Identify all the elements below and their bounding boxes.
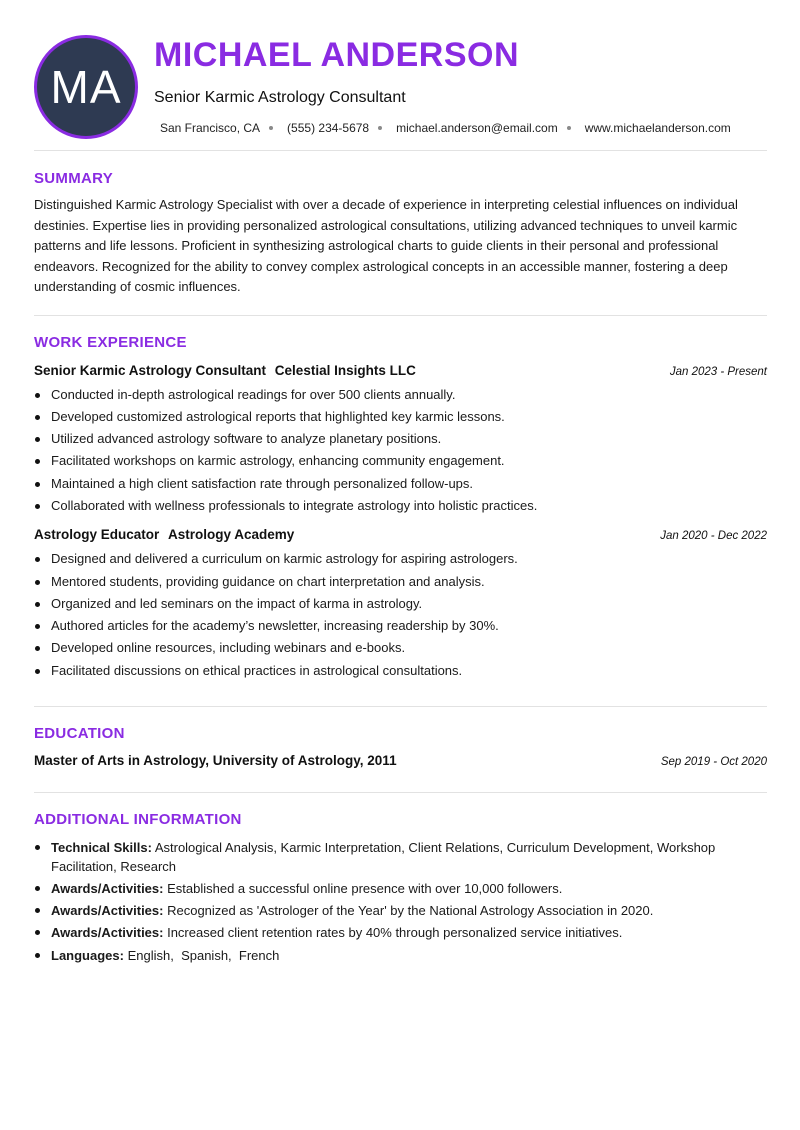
job-title [34,527,294,542]
info-text: Increased client retention rates by 40% through personalized service initiatives. [167,925,623,941]
list-item: Mentored students, providing guidance on chart interpretation and analysis. [51,571,767,593]
contact-location: San Francisco, CA [160,121,261,135]
info-text: Astrological Analysis, Karmic Interpretation, Client Relations, Curriculum Development, Workshop Facilitation, Research [51,840,716,875]
summary-section [34,151,767,315]
list-item: Facilitated workshops on karmic astrology, enhancing community engagement. [51,450,767,472]
summary-text: Distinguished Karmic Astrology Specialist with over a decade of experience in interpreting celestial influences on individual destinies. Expertise lies in providing personalized astrological consultations, utilizing advanced techniques to unveil karmic patterns and life lessons. Proficient in synthesizing astrological charts to guide clients in their personal and professional endeavors. Recognized for the ability to convey complex astrological concepts in an accessible manner, fostering a deep understanding of cosmic influences. [34,197,738,294]
contact-phone: (555) 234-5678 [287,121,370,135]
list-item [51,923,767,942]
info-text: Recognized as 'Astrologer of the Year' by the National Astrology Association in 2020. [167,903,654,919]
experience-heading: WORK EXPERIENCE [34,333,187,351]
list-item: Collaborated with wellness professionals to integrate astrology into holistic practices. [51,495,767,517]
job-header [34,527,767,542]
info-label: Technical Skills: [51,840,152,856]
job-dates: Jan 2023 - Present [669,365,767,378]
job-dates: Jan 2020 - Dec 2022 [660,530,767,543]
additional-section [34,793,767,965]
job-entry [34,363,767,518]
contact-website[interactable]: www.michaelanderson.com [584,121,731,135]
list-item: Developed online resources, including webinars and e-books. [51,637,767,659]
info-text: English, Spanish, French [127,948,280,964]
education-degree: Master of Arts in Astrology, University of Astrology, 2011 [34,753,397,769]
job-bullet-list [34,384,767,518]
info-label: Languages: [51,948,124,964]
list-item: Developed customized astrological reports that highlighted key karmic lessons. [51,406,767,428]
bullet-separator-icon [378,126,382,130]
info-label: Awards/Activities: [51,903,164,919]
job-company: Astrology Academy [168,527,295,543]
contact-email[interactable]: michael.anderson@email.com [396,121,558,135]
list-item: Facilitated discussions on ethical practices in astrological consultations. [51,660,767,682]
job-bullet-list [34,548,767,682]
additional-heading: ADDITIONAL INFORMATION [34,811,242,829]
list-item: Conducted in-depth astrological readings for over 500 clients annually. [51,384,767,406]
additional-list [34,838,767,965]
bullet-separator-icon [567,126,571,130]
education-entry [34,753,767,768]
job-header [34,363,767,378]
education-section [34,707,767,792]
candidate-name: MICHAEL ANDERSON [154,36,520,74]
list-item: Authored articles for the academy’s newsletter, increasing readership by 30%. [51,615,767,637]
summary-heading: SUMMARY [34,170,114,187]
bullet-separator-icon [269,126,273,130]
resume-header [34,0,767,150]
list-item: Maintained a high client satisfaction rate through personalized follow-ups. [51,473,767,495]
info-label: Awards/Activities: [51,881,164,897]
list-item: Designed and delivered a curriculum on karmic astrology for aspiring astrologers. [51,548,767,570]
list-item [51,838,767,876]
job-role: Astrology Educator [34,527,160,543]
list-item [51,946,767,965]
avatar-initials: MA [50,61,122,113]
list-item: Utilized advanced astrology software to analyze planetary positions. [51,428,767,450]
experience-section [34,316,767,707]
job-title [34,363,416,378]
job-role: Senior Karmic Astrology Consultant [34,362,267,378]
list-item [51,901,767,920]
info-text: Established a successful online presence with over 10,000 followers. [167,881,563,897]
candidate-title: Senior Karmic Astrology Consultant [154,89,406,106]
education-dates: Sep 2019 - Oct 2020 [660,756,767,769]
contact-line [160,121,731,135]
job-company: Celestial Insights LLC [274,362,416,378]
job-entry [34,527,767,682]
education-heading: EDUCATION [34,725,125,743]
info-label: Awards/Activities: [51,925,164,941]
list-item [51,879,767,898]
avatar [34,35,138,139]
list-item: Organized and led seminars on the impact of karma in astrology. [51,593,767,615]
resume-page [34,0,767,1130]
